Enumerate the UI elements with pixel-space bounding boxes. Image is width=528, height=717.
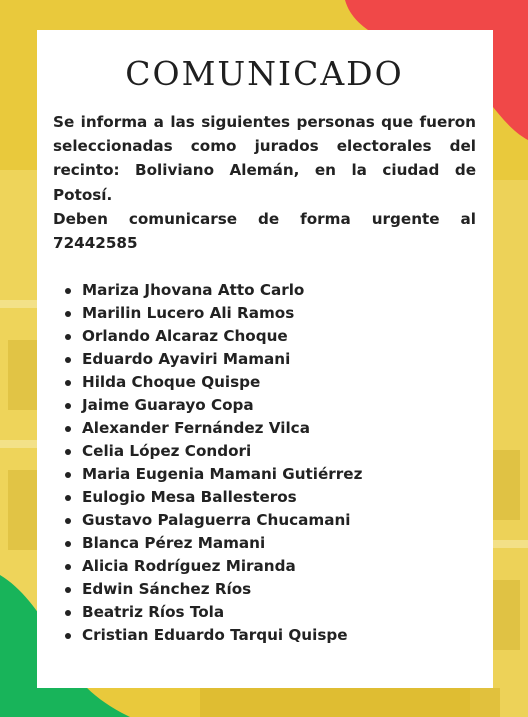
bullet-icon: [65, 426, 71, 432]
bullet-icon: [65, 564, 71, 570]
bullet-icon: [65, 472, 71, 478]
list-item: [65, 624, 476, 647]
juror-name: Orlando Alcaraz Choque: [82, 327, 288, 346]
juror-name: Jaime Guarayo Copa: [82, 396, 254, 415]
juror-name: Alicia Rodríguez Miranda: [82, 557, 296, 576]
list-item: [65, 325, 476, 348]
list-item: [65, 509, 476, 532]
bullet-icon: [65, 334, 71, 340]
juror-name: Beatriz Ríos Tola: [82, 603, 225, 622]
list-item: [65, 486, 476, 509]
list-item: [65, 601, 476, 624]
page-title: COMUNICADO: [125, 54, 404, 93]
juror-name: Blanca Pérez Mamani: [82, 534, 266, 553]
announcement-card: [37, 30, 493, 688]
contact-text: Deben comunicarse de forma urgente al 72442585: [53, 209, 476, 253]
juror-name: Hilda Choque Quispe: [82, 373, 261, 392]
bullet-icon: [65, 403, 71, 409]
juror-name: Maria Eugenia Mamani Gutiérrez: [82, 465, 363, 484]
juror-name: Gustavo Palaguerra Chucamani: [82, 511, 351, 530]
juror-name: Alexander Fernández Vilca: [82, 419, 310, 438]
juror-list: [53, 279, 476, 647]
list-item: [65, 463, 476, 486]
juror-name: Mariza Jhovana Atto Carlo: [82, 281, 305, 300]
juror-name: Edwin Sánchez Ríos: [82, 580, 252, 599]
list-item: [65, 394, 476, 417]
bullet-icon: [65, 380, 71, 386]
bullet-icon: [65, 495, 71, 501]
juror-name: Eulogio Mesa Ballesteros: [82, 488, 297, 507]
bullet-icon: [65, 449, 71, 455]
list-item: [65, 302, 476, 325]
list-item: [65, 578, 476, 601]
list-item: [65, 417, 476, 440]
bullet-icon: [65, 311, 71, 317]
juror-name: Celia López Condori: [82, 442, 252, 461]
list-item: [65, 348, 476, 371]
bullet-icon: [65, 357, 71, 363]
bullet-icon: [65, 288, 71, 294]
list-item: [65, 440, 476, 463]
juror-name: Marilin Lucero Ali Ramos: [82, 304, 295, 323]
bullet-icon: [65, 518, 71, 524]
bullet-icon: [65, 610, 71, 616]
juror-name: Cristian Eduardo Tarqui Quispe: [82, 626, 348, 645]
bullet-icon: [65, 633, 71, 639]
list-item: [65, 555, 476, 578]
bullet-icon: [65, 587, 71, 593]
list-item: [65, 371, 476, 394]
juror-name: Eduardo Ayaviri Mamani: [82, 350, 291, 369]
bullet-icon: [65, 541, 71, 547]
list-item: [65, 279, 476, 302]
intro-text: Se informa a las siguientes personas que fueron seleccionadas como jurados electorales del recinto: Boliviano Alemán, en la ciudad de Potosí.: [53, 113, 476, 204]
list-item: [65, 532, 476, 555]
